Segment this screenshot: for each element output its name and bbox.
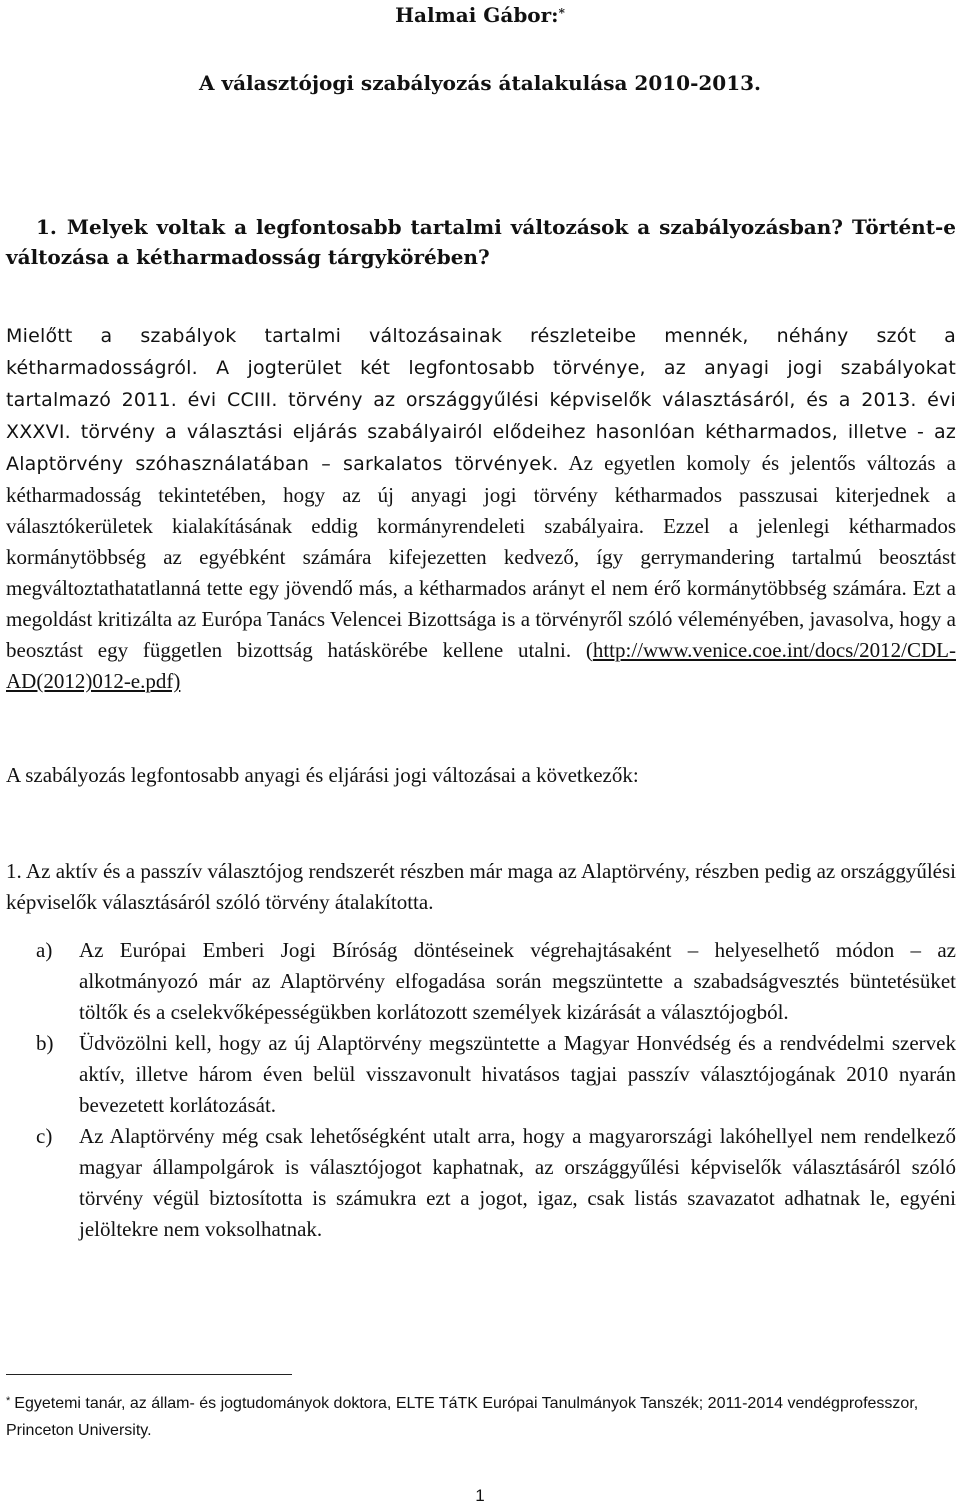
author-name: Halmai Gábor: xyxy=(395,3,559,27)
intro-paragraph xyxy=(6,320,956,697)
list-item xyxy=(36,935,956,1028)
list-item-text: Üdvözölni kell, hogy az új Alaptörvény megszüntette a Magyar Honvédség és a rendvédelmi szervek aktív, illetve három éven belül visszavonult hivatásos tagjai passzív választójogának 2010 nyarán bevezetett korlátozását. xyxy=(79,1031,956,1117)
author-footnote-marker[interactable]: * xyxy=(558,6,565,20)
list-item-marker: a) xyxy=(36,938,53,962)
author-heading xyxy=(0,2,960,28)
footnote-divider xyxy=(6,1374,292,1375)
footnote-marker: * xyxy=(6,1395,11,1407)
intro-lead-text: Mielőtt a szabályok tartalmi változásainak részleteibe mennék, néhány szót a kétharmadosságról. A jogterület két legfontosabb törvénye, az anyagi jogi szabályokat tartalmazó 2011. évi CCIII. törvény az országgyűlési képviselők választásáról, és a 2013. évi XXXVI. törvény a választási eljárás szabályairól elődeihez hasonlóan kétharmados, illetve - az Alaptörvény szóhasználatában – sarkalatos törvények. xyxy=(6,325,956,475)
footnote-text: Egyetemi tanár, az állam- és jogtudományok doktora, ELTE TáTK Európai Tanulmányok Tanszék; 2011-2014 vendégprofesszor, Princeton University. xyxy=(6,1395,919,1439)
question-number: 1. xyxy=(36,215,57,239)
list-item-text: Az Alaptörvény még csak lehetőségként utalt arra, hogy a magyarországi lakóhellyel nem rendelkező magyar állampolgárok is választójogot kaphatnak, az országgyűlési képviselők választásáról szóló törvény végül biztosította is számukra ezt a jogot, igaz, csak listás szavazatot adhatnak le, egyéni jelöltekre nem voksolhatnak. xyxy=(79,1124,956,1241)
sub-points-list xyxy=(36,935,956,1245)
footnote xyxy=(6,1390,956,1444)
page-number: 1 xyxy=(475,1486,485,1505)
summary-sentence: A szabályozás legfontosabb anyagi és eljárási jogi változásai a következők: xyxy=(6,763,639,787)
venice-commission-link[interactable]: http://www.venice.coe.int/docs/2012/CDL-AD(2012)012-e.pdf) xyxy=(6,638,956,693)
list-item-marker: b) xyxy=(36,1031,54,1055)
list-item xyxy=(36,1028,956,1121)
list-item-marker: c) xyxy=(36,1124,53,1148)
list-item-text: Az Európai Emberi Jogi Bíróság döntéseinek végrehajtásaként – helyeselhető módon – az alkotmányozó már az Alaptörvény elfogadása során megszüntette a szabadságvesztés büntetésüket töltők és a cselekvőképességükben korlátozott személyek kizárását a választójogból. xyxy=(79,938,956,1024)
document-title: A választójogi szabályozás átalakulása 2010-2013. xyxy=(199,71,761,95)
question-heading xyxy=(6,212,956,272)
list-item xyxy=(36,1121,956,1245)
question-text: Melyek voltak a legfontosabb tartalmi változások a szabályozásban? Történt-e változása a kétharmadosság tárgykörében? xyxy=(6,215,956,269)
intro-body-text: Az egyetlen komoly és jelentős változás a kétharmadosság tekintetében, hogy az új anyagi jogi törvény kétharmados passzusai kiterjednek a választókerületek kialakításának eddig kormányrendeleti szabályaira. Ezzel a jelenlegi kétharmados kormánytöbbség az egyébként számára kifejezetten kedvező, így gerrymandering tartalmú beosztást megváltoztathatatlanná tette egy jövendő más, a kétharmados arányt el nem érő kormánytöbbség számára. Ezt a megoldást kritizálta az Európa Tanács Velencei Bizottsága is a törvényről szóló véleményében, javasolva, hogy a beosztást egy független bizottság hatáskörébe kellene utalni. ( xyxy=(6,451,956,662)
point-1-paragraph: 1. Az aktív és a passzív választójog rendszerét részben már maga az Alaptörvény, részben pedig az országgyűlési képviselők választásáról szóló törvény átalakította. xyxy=(6,859,956,914)
